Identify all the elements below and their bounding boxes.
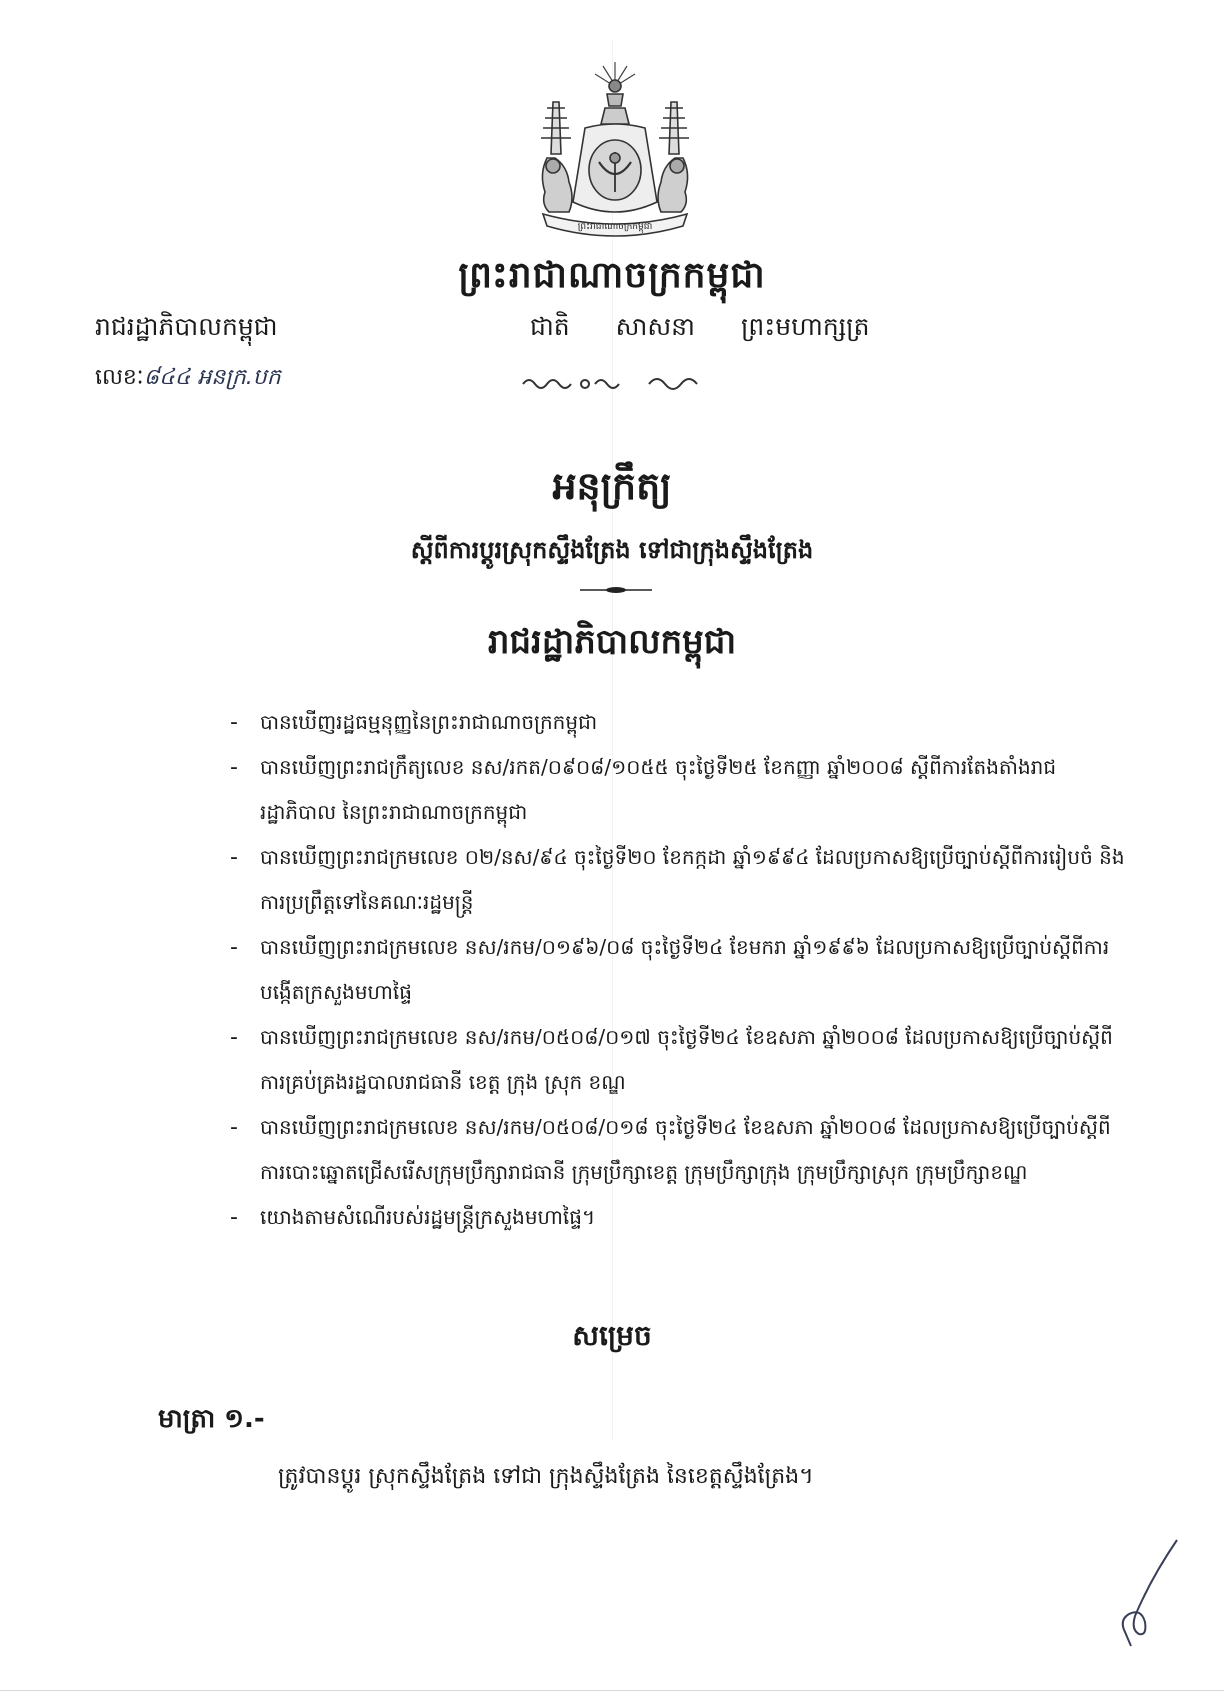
list-item: - បានឃើញរដ្ឋធម្មនុញ្ញនៃព្រះរាជាណាចក្រកម្ពុជា — [230, 700, 1130, 745]
initial-signature — [1105, 1538, 1185, 1648]
document-number-label: លេខៈ — [95, 365, 144, 390]
decision-heading: សម្រេច — [572, 1319, 652, 1352]
royal-coat-of-arms-emblem — [525, 62, 705, 244]
document-number — [95, 363, 281, 395]
list-item: - បានឃើញព្រះរាជក្រមលេខ នស/រកម/០៥០៨/០១៨ ចុះថ្ងៃទី២៤ ខែឧសភា ឆ្នាំ២០០៨ ដែលប្រកាសឱ្យប្រើច្បាប់ស្តីពីការបោះឆ្នោតជ្រើសរើសក្រុមប្រឹក្សារាជធានី ក្រុមប្រឹក្សាខេត្ត ក្រុមប្រឹក្សាក្រុង ក្រុមប្រឹក្សាស្រុក ក្រុមប្រឹក្សាខណ្ឌ — [230, 1105, 1130, 1195]
list-item: - បានឃើញព្រះរាជក្រមលេខ នស/រកម/០១៩៦/០៨ ចុះថ្ងៃទី២៤ ខែមករា ឆ្នាំ១៩៩៦ ដែលប្រកាសឱ្យប្រើច្បាប់ស្តីពីការបង្កើតក្រសួងមហាផ្ទៃ — [230, 925, 1130, 1015]
list-item: - យោងតាមសំណើរបស់រដ្ឋមន្ត្រីក្រសួងមហាផ្ទៃ។ — [230, 1195, 1130, 1240]
document-number-value: ៨៤៤ អនក្រ.បក — [143, 365, 281, 390]
motto-nation: ជាតិ — [530, 312, 570, 341]
citations-list — [230, 700, 1130, 1240]
document-title: អនុក្រឹត្យ — [552, 464, 672, 508]
emblem-banner-text: ព្រះរាជាណាចក្រកម្ពុជា — [577, 222, 653, 232]
header-ornament — [519, 372, 709, 394]
kingdom-heading: ព្រះរាជាណាចក្រកម្ពុជា — [458, 255, 766, 296]
motto-king: ព្រះមហាក្សត្រ — [740, 312, 870, 341]
title-divider-ornament — [580, 584, 652, 596]
article-label: មាត្រា ១.- — [158, 1404, 265, 1434]
issuer-name: រាជរដ្ឋាភិបាលកម្ពុជា — [95, 312, 278, 341]
document-subtitle: ស្តីពីការប្តូរស្រុកស្ទឹងត្រែង ទៅជាក្រុងស្ទឹងត្រែង — [410, 536, 814, 564]
list-item: - បានឃើញព្រះរាជក្រឹត្យលេខ នស/រកត/០៩០៨/១០៥៥ ចុះថ្ងៃទី២៥ ខែកញ្ញា ឆ្នាំ២០០៨ ស្តីពីការតែងតាំងរាជរដ្ឋាភិបាល នៃព្រះរាជាណាចក្រកម្ពុជា — [230, 745, 1130, 835]
national-motto — [530, 312, 908, 348]
list-item: - បានឃើញព្រះរាជក្រមលេខ ០២/នស/៩៤ ចុះថ្ងៃទី២០ ខែកក្កដា ឆ្នាំ១៩៩៤ ដែលប្រកាសឱ្យប្រើច្បាប់ស្តីពីការរៀបចំ និងការប្រព្រឹត្តទៅនៃគណៈរដ្ឋមន្ត្រី — [230, 835, 1130, 925]
list-item: - បានឃើញព្រះរាជក្រមលេខ នស/រកម/០៥០៨/០១៧ ចុះថ្ងៃទី២៤ ខែឧសភា ឆ្នាំ២០០៨ ដែលប្រកាសឱ្យប្រើច្បាប់ស្តីពីការគ្រប់គ្រងរដ្ឋបាលរាជធានី ខេត្ត ក្រុង ស្រុក ខណ្ឌ — [230, 1015, 1130, 1105]
page-bottom-edge — [0, 1690, 1224, 1691]
government-heading: រាជរដ្ឋាភិបាលកម្ពុជា — [487, 622, 737, 662]
motto-religion: សាសនា — [615, 312, 695, 341]
article-body: ត្រូវបានប្តូរ ស្រុកស្ទឹងត្រែង ទៅជា ក្រុងស្ទឹងត្រែង នៃខេត្តស្ទឹងត្រែង។ — [278, 1464, 814, 1489]
